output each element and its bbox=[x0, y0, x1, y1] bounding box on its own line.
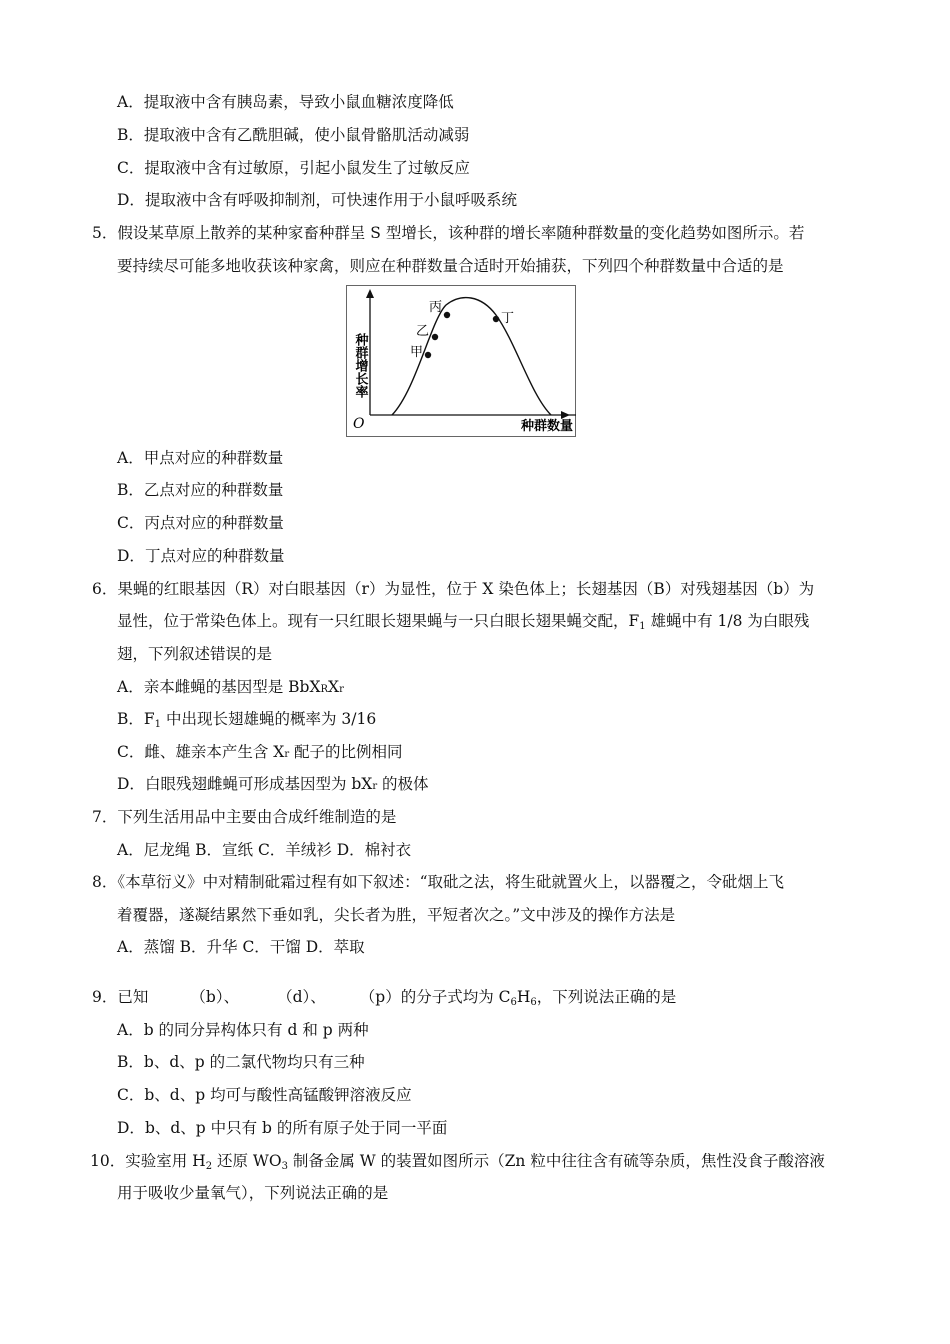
q5-option-b: B．乙点对应的种群数量 bbox=[117, 481, 284, 499]
label-yi: 乙 bbox=[416, 324, 430, 339]
label-jia: 甲 bbox=[410, 345, 424, 360]
q10-stem-line1: 10．实验室用 $H_2$ 还原 $WO_3$ 制备金属 W 的装置如图所示（Zn 粒中往往含有硫等杂质，焦性没食子酸溶液 bbox=[90, 1152, 825, 1172]
point-yi bbox=[432, 334, 438, 340]
figure-border bbox=[347, 286, 576, 437]
q9-option-c: C．b、d、p 均可与酸性高锰酸钾溶液反应 bbox=[117, 1086, 412, 1104]
q6-option-d: D．白眼残翅雌蝇可形成基因型为 bXr 的极体 bbox=[117, 775, 429, 793]
q10-stem-line2: 用于吸收少量氧气），下列说法正确的是 bbox=[117, 1184, 389, 1202]
q9-option-b: B．b、d、p 的二氯代物均只有三种 bbox=[117, 1053, 365, 1071]
point-jia bbox=[425, 352, 431, 358]
q6-option-b: B．$F_1$ 中出现长翅雄蝇的概率为 3/16 bbox=[117, 710, 377, 730]
label-ding: 丁 bbox=[501, 311, 515, 326]
q8-stem-line1: 8．《本草衍义》中对精制砒霜过程有如下叙述：“取砒之法，将生砒就置火上，以器覆之，令砒烟上飞 bbox=[92, 873, 785, 891]
y-axis-label: 种群增长率 bbox=[352, 333, 368, 398]
point-bing bbox=[444, 312, 450, 318]
q5-option-c: C．丙点对应的种群数量 bbox=[117, 514, 284, 532]
q4-option-d: D．提取液中含有呼吸抑制剂，可快速作用于小鼠呼吸系统 bbox=[117, 191, 517, 209]
point-ding bbox=[493, 316, 499, 322]
q6-stem-line3: 翅，下列叙述错误的是 bbox=[117, 645, 273, 663]
origin-label: O bbox=[353, 416, 365, 432]
population-growth-figure bbox=[346, 285, 576, 437]
q6-stem-line1: 6．果蝇的红眼基因（R）对白眼基因（r）为显性，位于 X 染色体上；长翅基因（B）对残翅基因（b）为 bbox=[92, 580, 815, 598]
q8-options: A．蒸馏 B．升华 C．干馏 D．萃取 bbox=[117, 938, 365, 956]
q5-stem-line1: 5．假设某草原上散养的某种家畜种群呈 S 型增长，该种群的增长率随种群数量的变化趋势如图所示。若 bbox=[92, 224, 805, 242]
q7-stem: 7．下列生活用品中主要由合成纤维制造的是 bbox=[92, 808, 397, 826]
q5-option-a: A．甲点对应的种群数量 bbox=[117, 449, 284, 467]
q4-option-c: C．提取液中含有过敏原，引起小鼠发生了过敏反应 bbox=[117, 159, 470, 177]
q9-option-d: D．b、d、p 中只有 b 的所有原子处于同一平面 bbox=[117, 1119, 448, 1137]
q4-option-a: A．提取液中含有胰岛素，导致小鼠血糖浓度降低 bbox=[117, 93, 454, 111]
q5-option-d: D．丁点对应的种群数量 bbox=[117, 547, 285, 565]
q6-option-c: C．雌、雄亲本产生含 Xr 配子的比例相同 bbox=[117, 743, 403, 761]
q4-option-b: B．提取液中含有乙酰胆碱，使小鼠骨骼肌活动减弱 bbox=[117, 126, 470, 144]
q9-option-a: A．b 的同分异构体只有 d 和 p 两种 bbox=[117, 1021, 369, 1039]
q9-stem: 9．已知 （b）、 （d）、 （p）的分子式均为 $C_6H_6$，下列说法正确的是 bbox=[92, 988, 677, 1008]
q8-stem-line2: 着覆器，遂凝结累然下垂如乳，尖长者为胜，平短者次之。”文中涉及的操作方法是 bbox=[117, 906, 676, 924]
q7-options: A．尼龙绳 B．宣纸 C．羊绒衫 D．棉衬衣 bbox=[117, 841, 412, 859]
q6-stem-line2: 显性，位于常染色体上。现有一只红眼长翅果蝇与一只白眼长翅果蝇交配，$F_1$ 雄蝇中有 1/8 为白眼残 bbox=[117, 612, 810, 632]
q5-stem-line2: 要持续尽可能多地收获该种家禽，则应在种群数量合适时开始捕获，下列四个种群数量中合适的是 bbox=[117, 257, 784, 275]
q6-option-a: A．亲本雌蝇的基因型是 BbXRXr bbox=[117, 678, 344, 696]
x-axis-label: 种群数量 bbox=[521, 419, 574, 434]
label-bing: 丙 bbox=[429, 300, 443, 315]
